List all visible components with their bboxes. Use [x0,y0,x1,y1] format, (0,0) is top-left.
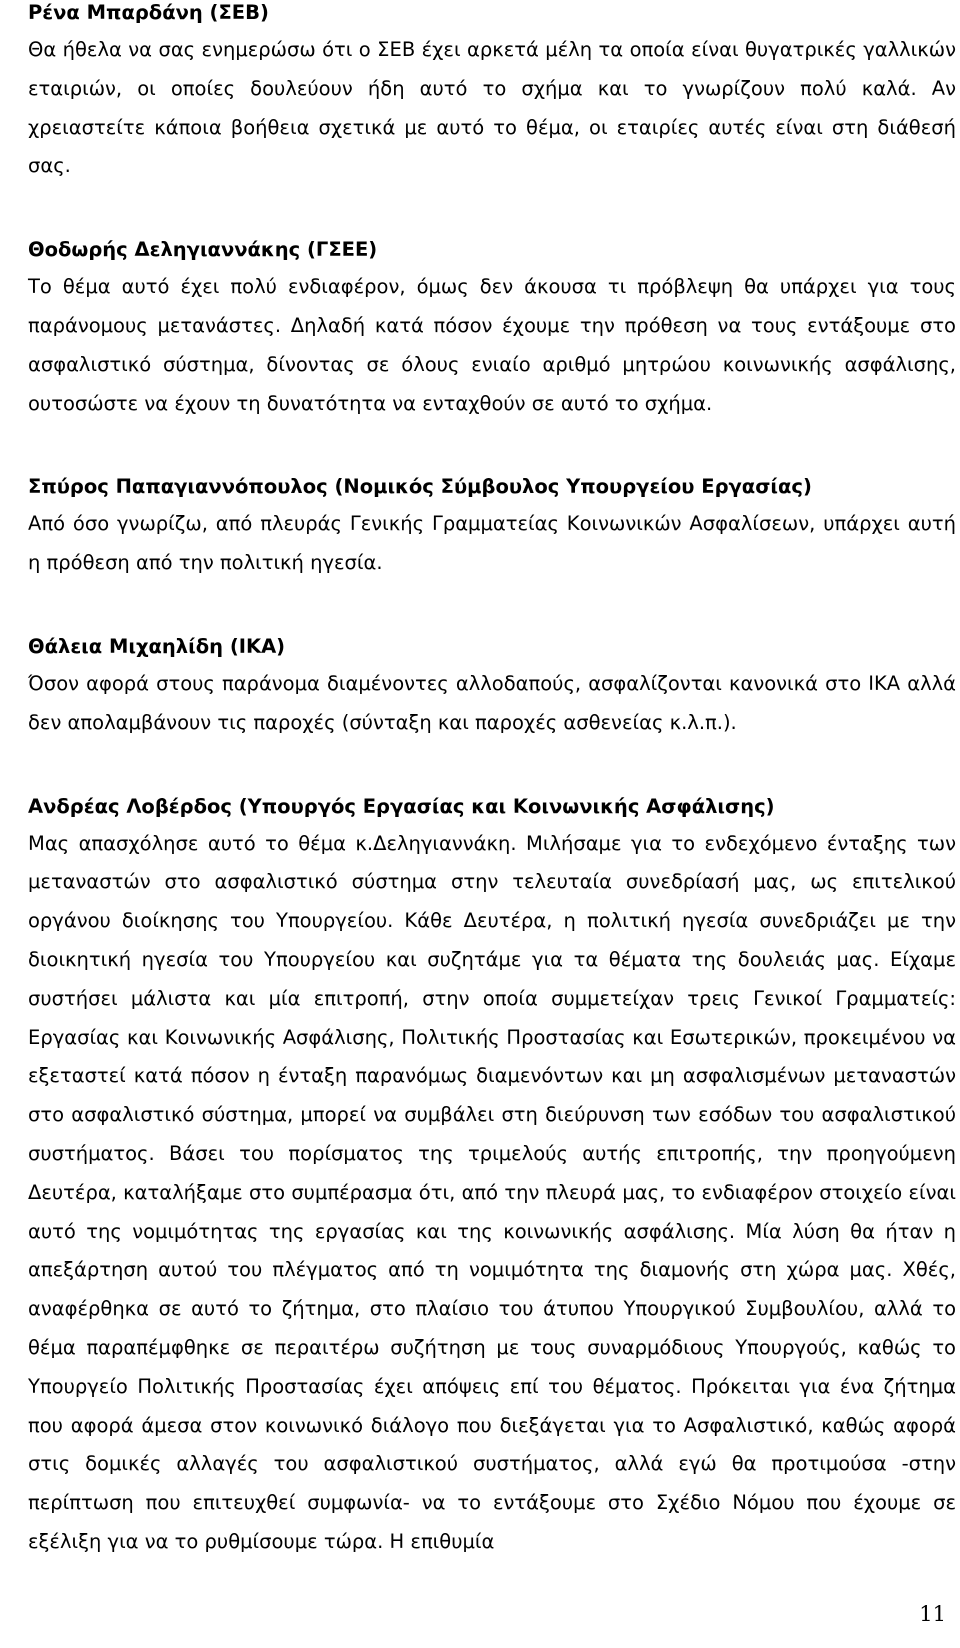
speaker-entry [28,0,956,186]
speaker-entry [28,469,956,583]
speech-text: Το θέμα αυτό έχει πολύ ενδιαφέρον, όμως δεν άκουσα τι πρόβλεψη θα υπάρχει για τους παράνομους μετανάστες. Δηλαδή κατά πόσον έχουμε την πρόθεση να τους εντάξουμε στο ασφαλιστικό σύστημα, δίνοντας σε όλους ενιαίο αριθμό μητρώου κοινωνικής ασφάλισης, ουτοσώστε να έχουν τη δυνατότητα να ενταχθούν σε αυτό το σχήμα. [28,275,956,415]
page-number: 11 [919,1602,946,1626]
speech-text: Μας απασχόλησε αυτό το θέμα κ.Δεληγιαννάκη. Μιλήσαμε για το ενδεχόμενο ένταξης των μεταναστών στο ασφαλιστικό σύστημα στην τελευταία συνεδρίασή μας, ως επιτελικού οργάνου διοίκησης του Υπουργείου. Κάθε Δευτέρα, η πολιτική ηγεσία συνεδριάζει με την διοικητική ηγεσία του Υπουργείου και συζητάμε για τα θέματα της δουλειάς μας. Είχαμε συστήσει μάλιστα και μία επιτροπή, στην οποία συμμετείχαν τρεις Γενικοί Γραμματείς: Εργασίας και Κοινωνικής Ασφάλισης, Πολιτικής Προστασίας και Εσωτερικών, προκειμένου να εξεταστεί κατά πόσον η ένταξη παρανόμως διαμενόντων και μη ασφαλισμένων μεταναστών στο ασφαλιστικό σύστημα, μπορεί να συμβάλει στη διεύρυνση των εσόδων του ασφαλιστικού συστήματος. Βάσει του πορίσματος της τριμελούς αυτής επιτροπής, την προηγούμενη Δευτέρα, καταλήξαμε στο συμπέρασμα ότι, από την πλευρά μας, το ενδιαφέρον στοιχείο είναι αυτό της νομιμότητας της εργασίας και της κοινωνικής ασφάλισης. Μία λύση θα ήταν η απεξάρτηση αυτού του πλέγματος από τη νομιμότητα της διαμονής στη χώρα μας. Χθές, αναφέρθηκα σε αυτό το ζήτημα, στο πλαίσιο του άτυπου Υπουργικού Συμβουλίου, αλλά το θέμα παραπέμφθηκε σε περαιτέρω συζήτηση με τους συναρμόδιους Υπουργούς, καθώς το Υπουργείο Πολιτικής Προστασίας έχει απόψεις επί του θέματος. Πρόκειται για ένα ζήτημα που αφορά άμεσα στον κοινωνικό διάλογο που διεξάγεται για το Ασφαλιστικό, καθώς αφορά στις δομικές αλλαγές του ασφαλιστικού συστήματος, αλλά εγώ θα προτιμούσα -στην περίπτωση που επιτευχθεί συμφωνία- να το εντάξουμε στο Σχέδιο Νόμου που έχουμε σε εξέλιξη για να το ρυθμίσουμε τώρα. Η επιθυμία [28,831,956,1553]
speaker-name: Θάλεια Μιχαηλίδη (ΙΚΑ) [28,634,286,658]
speaker-entry [28,232,956,423]
speech-text: Θα ήθελα να σας ενημερώσω ότι ο ΣΕΒ έχει αρκετά μέλη τα οποία είναι θυγατρικές γαλλικών εταιριών, οι οποίες δουλεύουν ήδη αυτό το σχήμα και το γνωρίζουν πολύ καλά. Αν χρειαστείτε κάποια βοήθεια σχετικά με αυτό το θέμα, οι εταιρίες αυτές είναι στη διάθεσή σας. [28,38,956,178]
speaker-entry [28,789,956,1562]
speaker-name: Ρένα Μπαρδάνη (ΣΕΒ) [28,1,269,24]
speaker-entry [28,629,956,743]
speech-text: Από όσο γνωρίζω, από πλευράς Γενικής Γραμματείας Κοινωνικών Ασφαλίσεων, υπάρχει αυτή η πρόθεση από την πολιτική ηγεσία. [28,512,956,575]
speech-text: Όσον αφορά στους παράνομα διαμένοντες αλλοδαπούς, ασφαλίζονται κανονικά στο ΙΚΑ αλλά δεν απολαμβάνουν τις παροχές (σύνταξη και παροχές ασθενείας κ.λ.π.). [28,671,956,734]
speaker-name: Ανδρέας Λοβέρδος (Υπουργός Εργασίας και Κοινωνικής Ασφάλισης) [28,794,775,818]
speaker-name: Θοδωρής Δεληγιαννάκης (ΓΣΕΕ) [28,238,378,262]
speaker-name: Σπύρος Παπαγιαννόπουλος (Νομικός Σύμβουλος Υπουργείου Εργασίας) [28,475,812,499]
document-body [28,0,956,1562]
